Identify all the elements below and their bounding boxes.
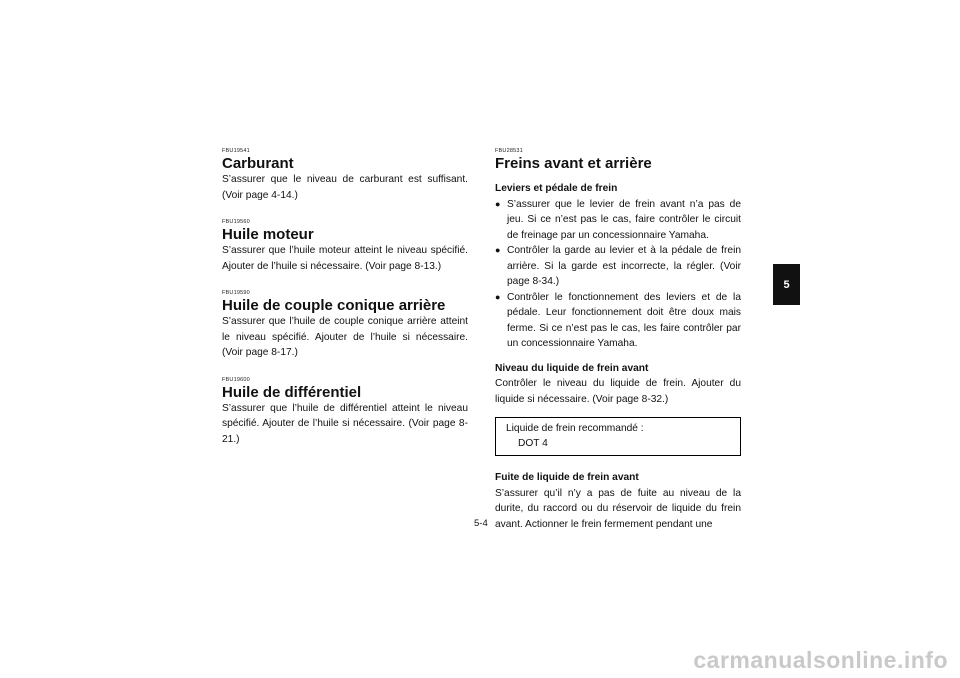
subsection-title: Niveau du liquide de frein avant [495, 362, 649, 374]
section-title: Carburant [222, 155, 294, 172]
recommended-fluid-box [495, 417, 741, 456]
section-title: Huile de différentiel [222, 383, 362, 401]
subsection-title: Leviers et pédale de frein [495, 183, 618, 194]
section-body: S’assurer que le niveau de carburant est suffisant. (Voir page 4-14.) [222, 174, 468, 201]
section-body: S’assurer que l’huile de couple conique arrière atteint le niveau spécifié. Ajouter de l’huile si nécessaire. (Voir page 8-17.) [222, 316, 468, 358]
chapter-tab: 5 [773, 264, 800, 305]
section-code: FBU19590 [222, 290, 250, 296]
section-body: S’assurer que l’huile moteur atteint le niveau spécifié. Ajouter de l’huile si nécessaire. (Voir page 8-13.) [222, 245, 468, 272]
section-title: Huile de couple conique arrière [222, 297, 446, 314]
section-code: FBU19560 [222, 219, 250, 225]
list-item-text: Contrôler le fonctionnement des leviers et de la pédale. Leur fonctionnement doit être doux mais ferme. Si ce n’est pas le cas, les faire contrôler par un concessionnaire Yamaha. [507, 291, 741, 349]
section-huile-moteur [222, 219, 468, 274]
left-column [222, 148, 468, 463]
section-carburant [222, 148, 468, 203]
list-item [495, 290, 741, 352]
list-item-text: S’assurer que le levier de frein avant n’a pas de jeu. Si ce n’est pas le cas, faire contrôler le circuit de freinage par un concessionnaire Yamaha. [507, 198, 741, 241]
bullet-icon: ● [495, 291, 501, 302]
section-code: FBU28531 [495, 148, 523, 154]
page-number: 5-4 [474, 518, 488, 529]
section-differentiel [222, 377, 468, 448]
section-title: Huile moteur [222, 226, 314, 243]
list-item [495, 243, 741, 290]
list-item-text: Contrôler la garde au levier et à la pédale de frein arrière. Si la garde est incorrecte, la régler. (Voir page 8-34.) [507, 245, 741, 287]
section-title: Freins avant et arrière [495, 155, 652, 172]
subsection-body: S’assurer qu’il n’y a pas de fuite au niveau de la durite, du raccord ou du réservoir de liquide du frein avant. Actionner le frein fermement pendant une [495, 487, 741, 530]
right-column [495, 148, 741, 532]
watermark: carmanualsonline.info [693, 647, 948, 673]
levers-bullet-list [495, 197, 741, 352]
bullet-icon: ● [495, 245, 501, 255]
bullet-icon: ● [495, 198, 501, 209]
subsection-body: Contrôler le niveau du liquide de frein. Ajouter du liquide si nécessaire. (Voir page 8-32.) [495, 378, 741, 405]
box-value: DOT 4 [518, 438, 548, 449]
list-item [495, 197, 741, 244]
section-code: FBU19600 [222, 376, 250, 383]
box-label: Liquide de frein recommandé : [506, 423, 644, 434]
subsection-title: Fuite de liquide de frein avant [495, 472, 639, 483]
section-couple-conique [222, 290, 468, 361]
section-body: S’assurer que l’huile de différentiel atteint le niveau spécifié. Ajouter de l’huile si nécessaire. (Voir page 8-21.) [222, 402, 468, 445]
section-code: FBU19541 [222, 148, 250, 154]
